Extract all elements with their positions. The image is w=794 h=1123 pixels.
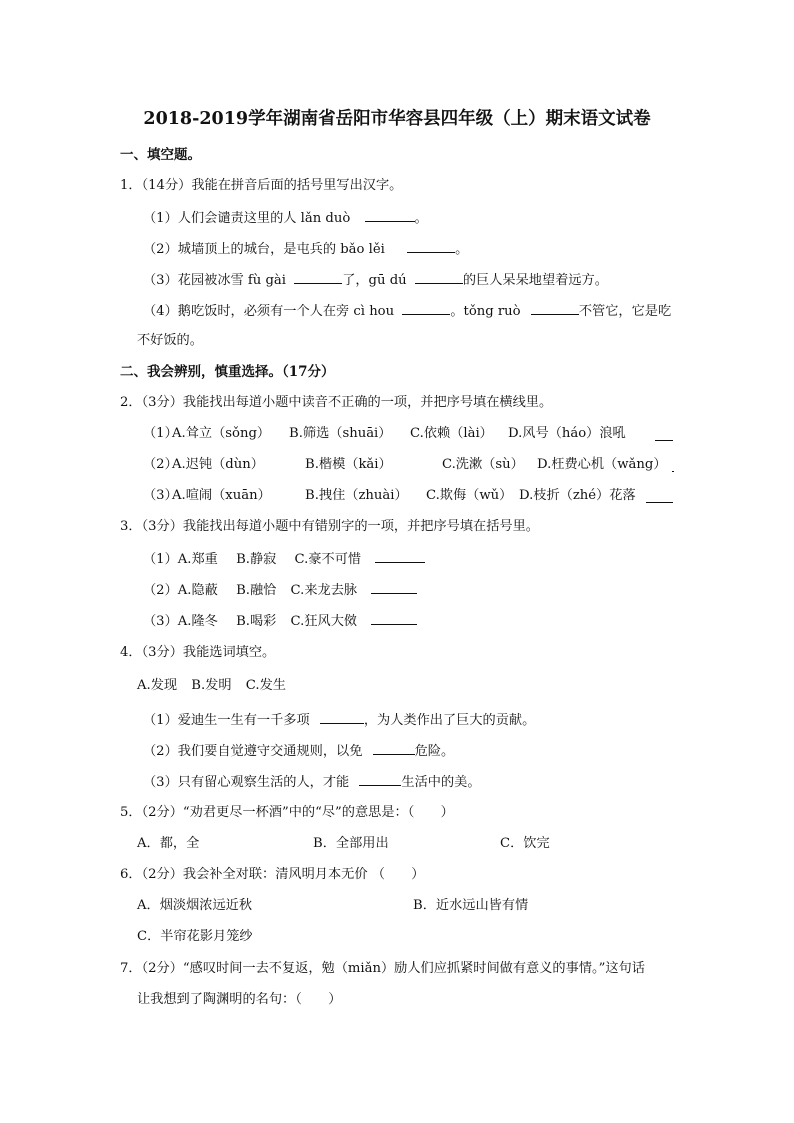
q4-item2-text-b: 危险。 bbox=[414, 744, 455, 759]
q1-item4-text-c: 不管它，它是吃 bbox=[578, 304, 672, 319]
q2-r1-option-d: D.风号（háo）浪吼 bbox=[508, 426, 626, 441]
q6-option-c[interactable]: C．半帘花影月笼纱 bbox=[137, 929, 253, 944]
question-1-stem: 1．（14分）我能在拼音后面的括号里写出汉字。 bbox=[120, 178, 403, 193]
answer-blank[interactable] bbox=[371, 581, 417, 594]
answer-blank[interactable] bbox=[373, 742, 415, 755]
question-3-stem: 3．（3分）我能找出每道小题中有错别字的一项，并把序号填在括号里。 bbox=[120, 519, 539, 534]
question-7-stem: 7．（2分）“感叹时间一去不复返，勉（miǎn）励人们应抓紧时间做有意义的事情。”这句话 bbox=[120, 961, 645, 976]
question-1-item-2 bbox=[143, 240, 468, 258]
q1-item2-end: 。 bbox=[455, 242, 469, 257]
q2-r1-option-a: A.耸立（sǒng） bbox=[172, 426, 271, 441]
q6-option-a[interactable]: A．烟淡烟浓远近秋 bbox=[137, 898, 253, 913]
answer-blank[interactable] bbox=[646, 490, 673, 503]
answer-blank[interactable] bbox=[371, 612, 417, 625]
q3-r1-option-a: A.郑重 bbox=[177, 552, 218, 567]
answer-blank[interactable] bbox=[320, 711, 364, 724]
question-1-item-3 bbox=[143, 271, 608, 289]
question-4-item-3 bbox=[143, 773, 481, 791]
answer-blank[interactable] bbox=[407, 240, 455, 253]
q3-r3-option-b: B.喝彩 bbox=[236, 614, 277, 629]
q2-r2-option-b: B.楷模（kǎi） bbox=[305, 457, 392, 472]
q3-r1-option-b: B.静寂 bbox=[236, 552, 277, 567]
question-4-item-1 bbox=[143, 711, 535, 729]
q2-r3-num: （3） bbox=[143, 488, 178, 503]
q2-r3-option-b: B.拽住（zhuài） bbox=[305, 488, 408, 503]
answer-blank[interactable] bbox=[294, 271, 342, 284]
q1-item3-text-c: 的巨人呆呆地望着远方。 bbox=[462, 273, 608, 288]
question-3-row-2 bbox=[143, 581, 417, 599]
answer-blank[interactable] bbox=[655, 428, 673, 441]
question-7-stem-continued: 让我想到了陶渊明的名句：（ ） bbox=[137, 992, 342, 1007]
question-4-item-2 bbox=[143, 742, 454, 760]
answer-blank[interactable] bbox=[365, 209, 415, 222]
q1-item3-text-a: （3）花园被冰雪 fù gài bbox=[143, 273, 286, 288]
q2-r2-option-a: A.迟钝（dùn） bbox=[172, 457, 264, 472]
question-2-stem: 2．（3分）我能找出每道小题中读音不正确的一项，并把序号填在横线里。 bbox=[120, 395, 553, 410]
q5-option-c[interactable]: C．饮完 bbox=[500, 836, 550, 851]
q4-item1-text-a: （1）爱迪生一生有一千多项 bbox=[143, 713, 310, 728]
q4-item2-text-a: （2）我们要自觉遵守交通规则，以免 bbox=[143, 744, 363, 759]
answer-blank[interactable] bbox=[531, 302, 579, 315]
question-3-row-1 bbox=[143, 550, 425, 568]
q4-item3-text-b: 生活中的美。 bbox=[401, 775, 481, 790]
answer-blank[interactable] bbox=[375, 550, 425, 563]
question-1-item-4 bbox=[143, 302, 671, 320]
question-4-options bbox=[137, 678, 286, 694]
q3-r3-option-a: A.隆冬 bbox=[177, 614, 218, 629]
q2-r1-num: （1） bbox=[143, 426, 178, 441]
question-3-row-3 bbox=[143, 612, 417, 630]
q3-r3-option-c: C.狂风大傚 bbox=[290, 614, 358, 629]
question-6-stem: 6．（2分）我会补全对联：清风明月本无价 （ ） bbox=[120, 867, 425, 882]
question-1-item-1 bbox=[143, 209, 428, 227]
question-1-item-4-continued: 不好饭的。 bbox=[137, 333, 203, 348]
q3-r2-option-a: A.隐蔽 bbox=[177, 583, 218, 598]
q3-r1-option-c: C.豪不可惜 bbox=[294, 552, 362, 567]
q4-option-c: C.发生 bbox=[245, 678, 286, 693]
q2-r1-option-b: B.筛选（shuāi） bbox=[289, 426, 392, 441]
section-heading-choice: 二、我会辨别，慎重选择。（17分） bbox=[120, 364, 335, 380]
answer-blank[interactable] bbox=[415, 271, 463, 284]
question-4-stem: 4．（3分）我能选词填空。 bbox=[120, 645, 276, 660]
q2-r2-option-c: C.洗漱（sù） bbox=[442, 457, 524, 472]
q3-r1-num: （1） bbox=[143, 552, 178, 567]
q4-item3-text-a: （3）只有留心观察生活的人，才能 bbox=[143, 775, 350, 790]
q2-r3-option-c: C.欺侮（wǔ） bbox=[426, 488, 513, 503]
q1-item3-text-b: 了，gū dú bbox=[342, 273, 407, 288]
q3-r2-option-c: C.来龙去脉 bbox=[290, 583, 358, 598]
q5-option-a[interactable]: A．都，全 bbox=[137, 836, 200, 851]
section-heading-fill-blanks: 一、填空题。 bbox=[120, 147, 201, 163]
q2-r1-option-c: C.依赖（lài） bbox=[410, 426, 493, 441]
q1-item4-text-b: 。tǒng ruò bbox=[450, 304, 521, 319]
q3-r2-option-b: B.融恰 bbox=[236, 583, 277, 598]
q4-option-a: A.发现 bbox=[137, 678, 178, 693]
q1-item1-end: 。 bbox=[414, 211, 428, 226]
q1-item2-text: （2）城墙顶上的城台，是屯兵的 bǎo lěi bbox=[143, 242, 385, 257]
q2-r2-num: （2） bbox=[143, 457, 178, 472]
answer-blank[interactable] bbox=[402, 302, 450, 315]
q3-r2-num: （2） bbox=[143, 583, 178, 598]
q6-option-b[interactable]: B．近水远山皆有情 bbox=[413, 898, 529, 913]
answer-blank[interactable] bbox=[359, 773, 401, 786]
q2-r3-option-a: A.喧闹（xuān） bbox=[172, 488, 271, 503]
q4-item1-text-b: ，为人类作出了巨大的贡献。 bbox=[363, 713, 536, 728]
question-5-stem: 5．（2分）“劝君更尽一杯酒”中的“尽”的意思是：（ ） bbox=[120, 805, 454, 820]
answer-blank[interactable] bbox=[672, 459, 674, 472]
q4-option-b: B.发明 bbox=[191, 678, 232, 693]
q5-option-b[interactable]: B．全部用出 bbox=[313, 836, 389, 851]
q3-r3-num: （3） bbox=[143, 614, 178, 629]
q2-r2-option-d: D.枉费心机（wǎng） bbox=[537, 457, 667, 472]
q2-r3-option-d: D.枝折（zhé）花落 bbox=[519, 488, 636, 503]
q1-item4-text-a: （4）鹅吃饭时，必须有一个人在旁 cì hou bbox=[143, 304, 395, 319]
page-title: 2018-2019学年湖南省岳阳市华容县四年级（上）期末语文试卷 bbox=[143, 109, 651, 129]
q1-item1-text: （1）人们会谴责这里的人 lǎn duò bbox=[143, 211, 351, 226]
